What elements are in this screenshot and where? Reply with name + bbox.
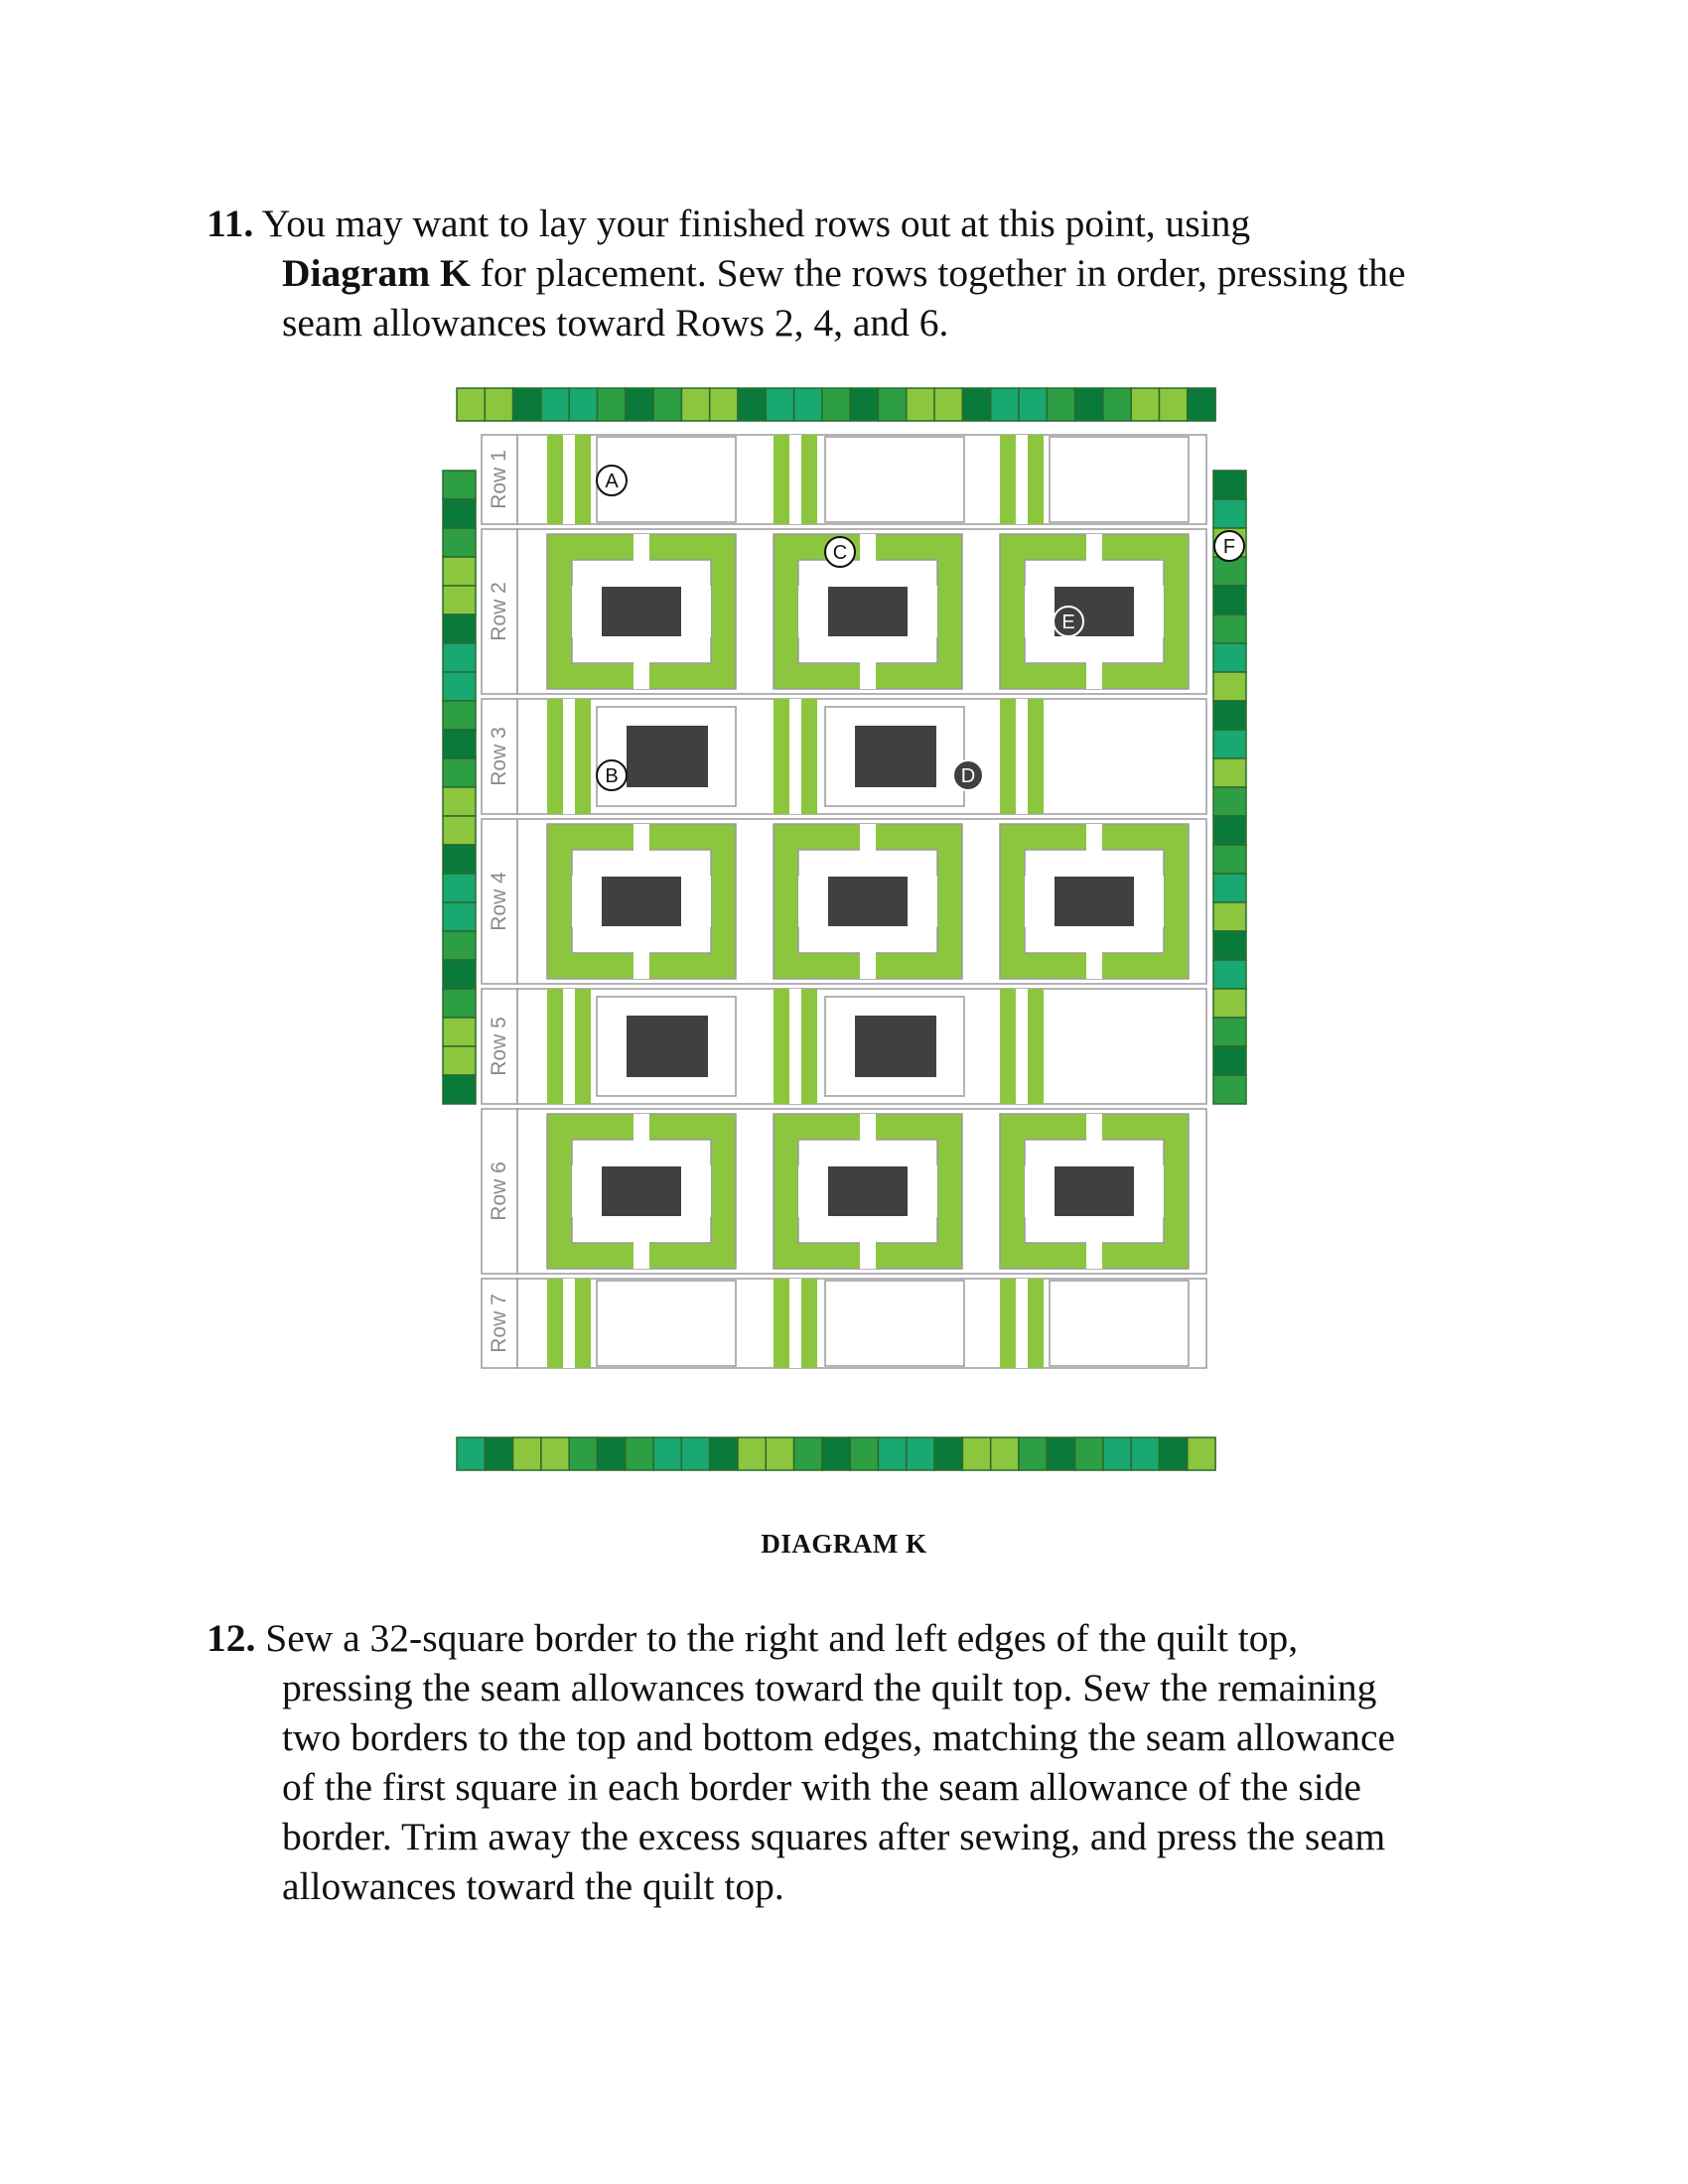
border-square (443, 902, 476, 931)
block-center-stripe (1086, 1239, 1102, 1269)
step-11-line-1 (207, 199, 1527, 248)
block-side-stripe (798, 1165, 806, 1217)
block-side-stripe (1025, 586, 1033, 637)
marker-e (1054, 607, 1083, 636)
border-square (794, 1437, 822, 1470)
block-side-stripe (703, 876, 711, 927)
block-center-stripe (860, 824, 876, 854)
row-label: Row 3 (488, 727, 510, 786)
border-square (738, 1437, 766, 1470)
border-square (766, 1437, 793, 1470)
block-center-stripe (1086, 1114, 1102, 1144)
border-square (1213, 614, 1246, 643)
sashing-strip (774, 699, 789, 814)
border-square (822, 388, 850, 421)
border-square (1213, 989, 1246, 1018)
center-rectangle (855, 726, 936, 787)
block-center-rectangle (828, 877, 908, 926)
border-square (443, 586, 476, 614)
row-label: Row 2 (488, 582, 510, 641)
left-border-strip (443, 471, 476, 1104)
border-square (962, 388, 990, 421)
border-square (569, 1437, 597, 1470)
block-center-stripe (633, 534, 649, 564)
border-square (1213, 874, 1246, 902)
row-label: Row 7 (488, 1294, 510, 1353)
border-square (598, 1437, 626, 1470)
border-square (1188, 388, 1215, 421)
row-label: Row 5 (488, 1017, 510, 1076)
marker-b (597, 760, 627, 790)
block-side-stripe (572, 586, 580, 637)
marker-a (597, 466, 627, 495)
center-rectangle (627, 1016, 708, 1077)
border-square (513, 388, 541, 421)
sashing-strip (774, 989, 789, 1104)
border-square (991, 1437, 1019, 1470)
border-square (1160, 388, 1188, 421)
marker-label: E (1061, 612, 1075, 633)
border-square (1019, 1437, 1047, 1470)
step-11-text (207, 199, 1527, 347)
block-center-stripe (860, 534, 876, 564)
border-square (1213, 643, 1246, 672)
border-square (681, 388, 709, 421)
marker-label: D (960, 765, 976, 787)
border-square (443, 787, 476, 816)
step-12-line-2: pressing the seam allowances toward the quilt top. Sew the remaining (282, 1666, 1377, 1709)
border-square (443, 845, 476, 874)
sashing-strip (575, 989, 591, 1104)
border-square (1213, 672, 1246, 701)
block-side-stripe (798, 876, 806, 927)
block-center-stripe (633, 949, 649, 979)
sashing-strip (1028, 699, 1044, 814)
sashing-strip (563, 989, 575, 1104)
block-side-stripe (1156, 586, 1164, 637)
border-square (879, 1437, 907, 1470)
border-square (443, 1046, 476, 1075)
row-label: Row 1 (488, 450, 510, 509)
right-border-strip (1213, 471, 1246, 1104)
white-panel (1050, 1281, 1189, 1366)
sashing-strip (563, 699, 575, 814)
border-square (1213, 758, 1246, 787)
sashing-strip (1016, 435, 1028, 524)
block-center-rectangle (602, 877, 681, 926)
sashing-strip (575, 435, 591, 524)
step-12-line-1 (207, 1613, 1527, 1663)
border-square (1213, 1075, 1246, 1104)
block-side-stripe (929, 586, 937, 637)
border-square (1213, 902, 1246, 931)
border-square (443, 989, 476, 1018)
white-panel (825, 1281, 964, 1366)
border-square (1047, 388, 1074, 421)
border-square (907, 388, 934, 421)
sashing-strip (563, 1279, 575, 1368)
border-square (1131, 388, 1159, 421)
diagram-k-quilt-layout (437, 385, 1251, 1477)
sashing-strip (547, 699, 563, 814)
block-center-stripe (1086, 824, 1102, 854)
block-side-stripe (703, 1165, 711, 1217)
sashing-strip (563, 435, 575, 524)
border-square (443, 471, 476, 499)
border-square (653, 388, 681, 421)
sashing-strip (1000, 989, 1016, 1104)
block-center-stripe (633, 1239, 649, 1269)
block-side-stripe (1025, 1165, 1033, 1217)
border-square (738, 388, 766, 421)
sashing-strip (1000, 699, 1016, 814)
border-square (653, 1437, 681, 1470)
marker-d (953, 760, 983, 790)
border-square (1131, 1437, 1159, 1470)
sashing-strip (547, 1279, 563, 1368)
block-center-stripe (860, 1239, 876, 1269)
block-side-stripe (572, 1165, 580, 1217)
border-square (443, 960, 476, 989)
step-12-text (207, 1613, 1527, 1911)
center-rectangle (855, 1016, 936, 1077)
diagram-k-reference: Diagram K (282, 251, 471, 295)
block-center-stripe (1086, 659, 1102, 689)
block-center-stripe (1086, 949, 1102, 979)
step-12-number: 12. (207, 1616, 256, 1660)
border-square (513, 1437, 541, 1470)
border-square (443, 730, 476, 758)
block-side-stripe (929, 1165, 937, 1217)
block-center-rectangle (828, 587, 908, 636)
border-square (443, 557, 476, 586)
border-square (485, 388, 512, 421)
row-3 (482, 699, 1206, 814)
sashing-strip (1028, 435, 1044, 524)
row-4 (482, 819, 1206, 984)
border-square (991, 388, 1019, 421)
step-11-line-3: seam allowances toward Rows 2, 4, and 6. (282, 301, 949, 344)
border-square (1075, 388, 1103, 421)
border-square (1213, 787, 1246, 816)
block-side-stripe (1156, 876, 1164, 927)
block-side-stripe (929, 876, 937, 927)
border-square (1075, 1437, 1103, 1470)
border-square (1047, 1437, 1074, 1470)
marker-c (825, 537, 855, 567)
border-square (1103, 388, 1131, 421)
border-square (443, 528, 476, 557)
border-square (1213, 471, 1246, 499)
sashing-strip (801, 435, 817, 524)
border-square (1213, 499, 1246, 528)
border-square (879, 388, 907, 421)
sashing-strip (801, 1279, 817, 1368)
sashing-strip (801, 699, 817, 814)
border-square (766, 388, 793, 421)
border-square (443, 1075, 476, 1104)
marker-f (1214, 531, 1244, 561)
border-square (443, 758, 476, 787)
sashing-strip (801, 989, 817, 1104)
sashing-strip (575, 1279, 591, 1368)
sashing-strip (547, 989, 563, 1104)
marker-label: C (832, 542, 848, 564)
border-square (1213, 816, 1246, 845)
border-square (457, 388, 485, 421)
sashing-strip (547, 435, 563, 524)
sashing-strip (789, 1279, 801, 1368)
border-square (850, 1437, 878, 1470)
border-square (1160, 1437, 1188, 1470)
step-12-line-5: border. Trim away the excess squares after sewing, and press the seam (282, 1815, 1386, 1858)
center-rectangle (627, 726, 708, 787)
sashing-strip (1000, 435, 1016, 524)
step-11-line-2-text: for placement. Sew the rows together in order, pressing the (470, 251, 1406, 295)
border-square (850, 388, 878, 421)
block-center-rectangle (1055, 877, 1134, 926)
marker-label: F (1222, 536, 1236, 558)
sashing-strip (1016, 699, 1028, 814)
border-square (681, 1437, 709, 1470)
sashing-strip (1000, 1279, 1016, 1368)
step-11-number: 11. (207, 202, 254, 245)
border-square (443, 1018, 476, 1046)
top-border-strip (457, 388, 1215, 421)
border-square (541, 1437, 569, 1470)
sashing-strip (575, 699, 591, 814)
border-square (934, 1437, 962, 1470)
border-square (1213, 586, 1246, 614)
border-square (443, 672, 476, 701)
block-side-stripe (798, 586, 806, 637)
border-square (569, 388, 597, 421)
sashing-strip (1016, 1279, 1028, 1368)
row-1 (482, 435, 1206, 524)
bottom-border-strip (457, 1437, 1215, 1470)
block-center-stripe (860, 949, 876, 979)
border-square (1213, 701, 1246, 730)
block-center-rectangle (1055, 1166, 1134, 1216)
sashing-strip (774, 1279, 789, 1368)
border-square (443, 816, 476, 845)
block-center-stripe (860, 659, 876, 689)
row-6 (482, 1109, 1206, 1274)
border-square (1213, 931, 1246, 960)
marker-label: B (605, 765, 619, 787)
border-square (443, 931, 476, 960)
border-square (443, 701, 476, 730)
border-square (1213, 1018, 1246, 1046)
border-square (443, 499, 476, 528)
sashing-strip (1028, 989, 1044, 1104)
border-square (794, 388, 822, 421)
block-side-stripe (1025, 876, 1033, 927)
white-panel (825, 437, 964, 522)
border-square (962, 1437, 990, 1470)
step-11-line-1-text: You may want to lay your finished rows out at this point, using (261, 202, 1251, 245)
block-center-stripe (860, 1114, 876, 1144)
white-panel (597, 1281, 736, 1366)
step-12-line-4: of the first square in each border with the seam allowance of the side (282, 1765, 1361, 1809)
border-square (598, 388, 626, 421)
step-12-line-6: allowances toward the quilt top. (282, 1864, 784, 1908)
border-square (443, 643, 476, 672)
border-square (1213, 960, 1246, 989)
diagram-caption: DIAGRAM K (761, 1529, 927, 1559)
border-square (541, 388, 569, 421)
border-square (907, 1437, 934, 1470)
row-7 (482, 1279, 1206, 1368)
border-square (626, 388, 653, 421)
marker-label: A (605, 471, 619, 492)
block-center-rectangle (828, 1166, 908, 1216)
sashing-strip (789, 435, 801, 524)
sashing-strip (1016, 989, 1028, 1104)
block-center-rectangle (602, 1166, 681, 1216)
sashing-strip (1028, 1279, 1044, 1368)
sashing-strip (789, 989, 801, 1104)
border-square (443, 874, 476, 902)
step-12-line-3: two borders to the top and bottom edges, matching the seam allowance (282, 1715, 1396, 1759)
block-side-stripe (1156, 1165, 1164, 1217)
border-square (1213, 1046, 1246, 1075)
border-square (443, 614, 476, 643)
border-square (485, 1437, 512, 1470)
border-square (1188, 1437, 1215, 1470)
border-square (710, 388, 738, 421)
block-center-stripe (1086, 534, 1102, 564)
block-center-stripe (633, 659, 649, 689)
block-center-stripe (633, 1114, 649, 1144)
row-5 (482, 989, 1206, 1104)
border-square (1213, 730, 1246, 758)
row-label: Row 6 (488, 1161, 510, 1221)
block-center-rectangle (602, 587, 681, 636)
border-square (934, 388, 962, 421)
sashing-strip (774, 435, 789, 524)
step-12-line-1-text: Sew a 32-square border to the right and left edges of the quilt top, (265, 1616, 1299, 1660)
row-label: Row 4 (488, 872, 510, 931)
quilt-rows (482, 435, 1206, 1368)
border-square (822, 1437, 850, 1470)
border-square (626, 1437, 653, 1470)
border-square (457, 1437, 485, 1470)
border-square (1019, 388, 1047, 421)
border-square (710, 1437, 738, 1470)
border-square (1103, 1437, 1131, 1470)
white-panel (1050, 437, 1189, 522)
border-square (1213, 845, 1246, 874)
step-11-line-2 (207, 248, 1527, 298)
sashing-strip (789, 699, 801, 814)
block-center-stripe (633, 824, 649, 854)
block-side-stripe (572, 876, 580, 927)
block-side-stripe (703, 586, 711, 637)
